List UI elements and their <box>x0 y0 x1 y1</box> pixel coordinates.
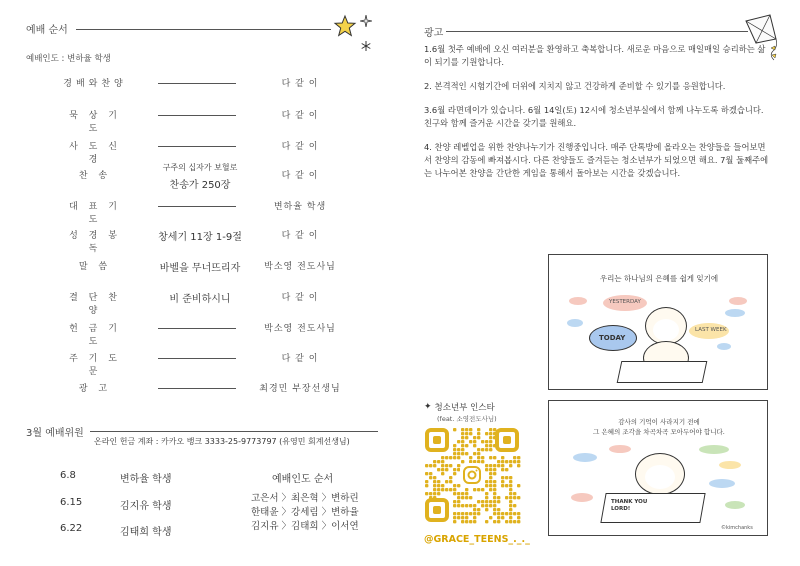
notice-item: 1.6월 첫주 예배에 오신 여러분을 환영하고 축복합니다. 새로운 마음으로 매일매일 승리하는 삶이 되기를 기원합니다. <box>424 44 766 67</box>
row-right: 다 같 이 <box>281 111 319 121</box>
row-label: 찬 송 <box>78 171 112 181</box>
insta-handle[interactable]: @GRACE_TEENS_._._ <box>424 534 530 545</box>
schedule-name: 김태희 학생 <box>120 527 172 538</box>
order-title-rule <box>76 29 331 30</box>
row-label: 결 단 찬 양 <box>69 293 121 316</box>
schedule-name: 김지유 학생 <box>120 501 172 512</box>
row-right: 최경민 부장선생님 <box>259 384 341 394</box>
worship-title-rule <box>90 431 378 432</box>
row-label: 성 경 봉 독 <box>69 231 121 254</box>
row-right: 박소영 전도사님 <box>264 324 336 334</box>
row-right: 다 같 이 <box>281 231 319 241</box>
cloud <box>709 479 735 488</box>
row-label: 주 기 도 문 <box>69 354 121 377</box>
notice-item: 2. 본격적인 시험기간에 더위에 지치지 않고 건강하게 준비할 수 있기를 응원합니다. <box>424 81 726 91</box>
row-line <box>158 146 236 147</box>
row-label: 사 도 신 경 <box>69 142 121 165</box>
row-label: 경배와찬양 <box>63 79 127 89</box>
star-icon <box>333 14 357 38</box>
row-line <box>158 83 236 84</box>
hymn-title: 구주의 십자가 보혈로 <box>162 163 238 172</box>
row-right: 다 같 이 <box>281 293 319 303</box>
insta-title-text: 청소년부 인스타 <box>434 403 495 413</box>
row-right: 다 같 이 <box>281 171 319 181</box>
notice-title: 광고 <box>424 28 444 39</box>
notice-item: 3.6월 라면데이가 있습니다. 6월 14일(토) 12시에 청소년부실에서 함께 나누도록 하겠습니다. 친구와 함께 즐거운 시간을 갖기를 원해요. <box>424 105 764 128</box>
sheep-face <box>645 465 675 489</box>
cloud <box>719 461 741 469</box>
cloud-tag: YESTERDAY <box>609 299 641 305</box>
insta-title <box>424 401 495 413</box>
row-mid: 찬송가 250장 <box>169 180 231 191</box>
row-right: 박소영 전도사님 <box>264 262 336 272</box>
notice-list <box>424 43 772 191</box>
row-line <box>158 115 236 116</box>
row-right: 변하율 학생 <box>273 202 327 212</box>
cloud <box>699 445 729 454</box>
offering-account: 온라인 헌금 계좌 : 카카오 뱅크 3333-25-9773797 (유영민 회계선생님) <box>94 437 350 446</box>
instagram-icon <box>463 466 481 484</box>
cloud <box>717 343 731 350</box>
cloud <box>569 297 587 305</box>
panel2-text: 감사의 기억이 사라지기 전에 <box>618 418 700 426</box>
row-label: 광 고 <box>78 384 112 394</box>
row-mid: 창세기 11장 1-9절 <box>158 232 242 243</box>
cloud <box>609 445 631 453</box>
cloud-tag: LAST WEEK <box>695 327 727 333</box>
sparkle-icon <box>360 15 372 27</box>
cloud <box>725 309 745 317</box>
row-right: 다 같 이 <box>281 354 319 364</box>
insta-subtitle: (feat. 소영전도사님) <box>437 415 497 423</box>
row-label: 대 표 기 도 <box>69 202 121 225</box>
leader-line: 예배인도 : 변하율 학생 <box>26 54 111 64</box>
order-title: 예배 순서 <box>26 25 68 36</box>
leader-order-line: 한태윤 〉강세림 〉변하율 <box>251 507 359 518</box>
row-label: 헌 금 기 도 <box>69 324 121 347</box>
worship-title: 3월 예배위원 <box>26 428 84 439</box>
row-right: 다 같 이 <box>281 142 319 152</box>
book <box>617 361 708 383</box>
cloud <box>571 493 593 502</box>
cloud <box>567 319 583 327</box>
artist-credit: ©kimchanks <box>721 525 753 531</box>
cloud <box>725 501 745 509</box>
row-line <box>158 206 236 207</box>
comic-panel-1 <box>548 254 768 390</box>
asterisk-icon <box>361 41 371 51</box>
row-mid: 바벨을 무너뜨리자 <box>159 263 241 274</box>
sheep-face <box>653 319 679 341</box>
notice-item: 4. 찬양 레벨업을 위한 찬양나누기가 진행중입니다. 매주 단톡방에 올라오는 찬양들을 들어보면서 찬양의 감동에 빠져봅시다. 다른 찬양들도 즐겨듣는 청소년부가 되었으면 해요. 7월 둘째주에는 나누어본 찬양을 간단한 게임을 통해서 돌아보는 시간을 갖겠습니다. <box>424 142 769 178</box>
cloud-tag: TODAY <box>599 334 626 342</box>
leader-order-line: 김지유 〉김태희 〉이서연 <box>251 521 359 532</box>
schedule-date: 6.15 <box>60 497 83 508</box>
schedule-name: 변하율 학생 <box>120 474 172 485</box>
schedule-date: 6.22 <box>60 523 83 534</box>
comic-panel-2 <box>548 400 768 536</box>
sparkle-icon: ✦ <box>424 402 432 412</box>
row-line <box>158 328 236 329</box>
notice-title-rule <box>446 31 748 32</box>
row-line <box>158 388 236 389</box>
leader-order-title: 예배인도 순서 <box>272 474 334 485</box>
leader-order-line: 고은서 〉최은혁 〉변하린 <box>251 493 359 504</box>
row-label: 말 씀 <box>78 262 112 272</box>
row-mid: 비 준비하시니 <box>169 294 231 305</box>
panel2-text: 그 은혜의 조각을 차곡차곡 모아두어야 합니다. <box>593 428 725 436</box>
row-line <box>158 358 236 359</box>
book-text: THANK YOU LORD! <box>611 499 648 512</box>
schedule-date: 6.8 <box>60 470 76 481</box>
row-right: 다 같 이 <box>281 79 319 89</box>
row-label: 묵 상 기 도 <box>69 111 121 134</box>
cloud <box>729 297 747 305</box>
cloud <box>573 453 597 462</box>
panel1-text: 우리는 하나님의 은혜를 쉽게 잊기에 <box>599 274 719 283</box>
